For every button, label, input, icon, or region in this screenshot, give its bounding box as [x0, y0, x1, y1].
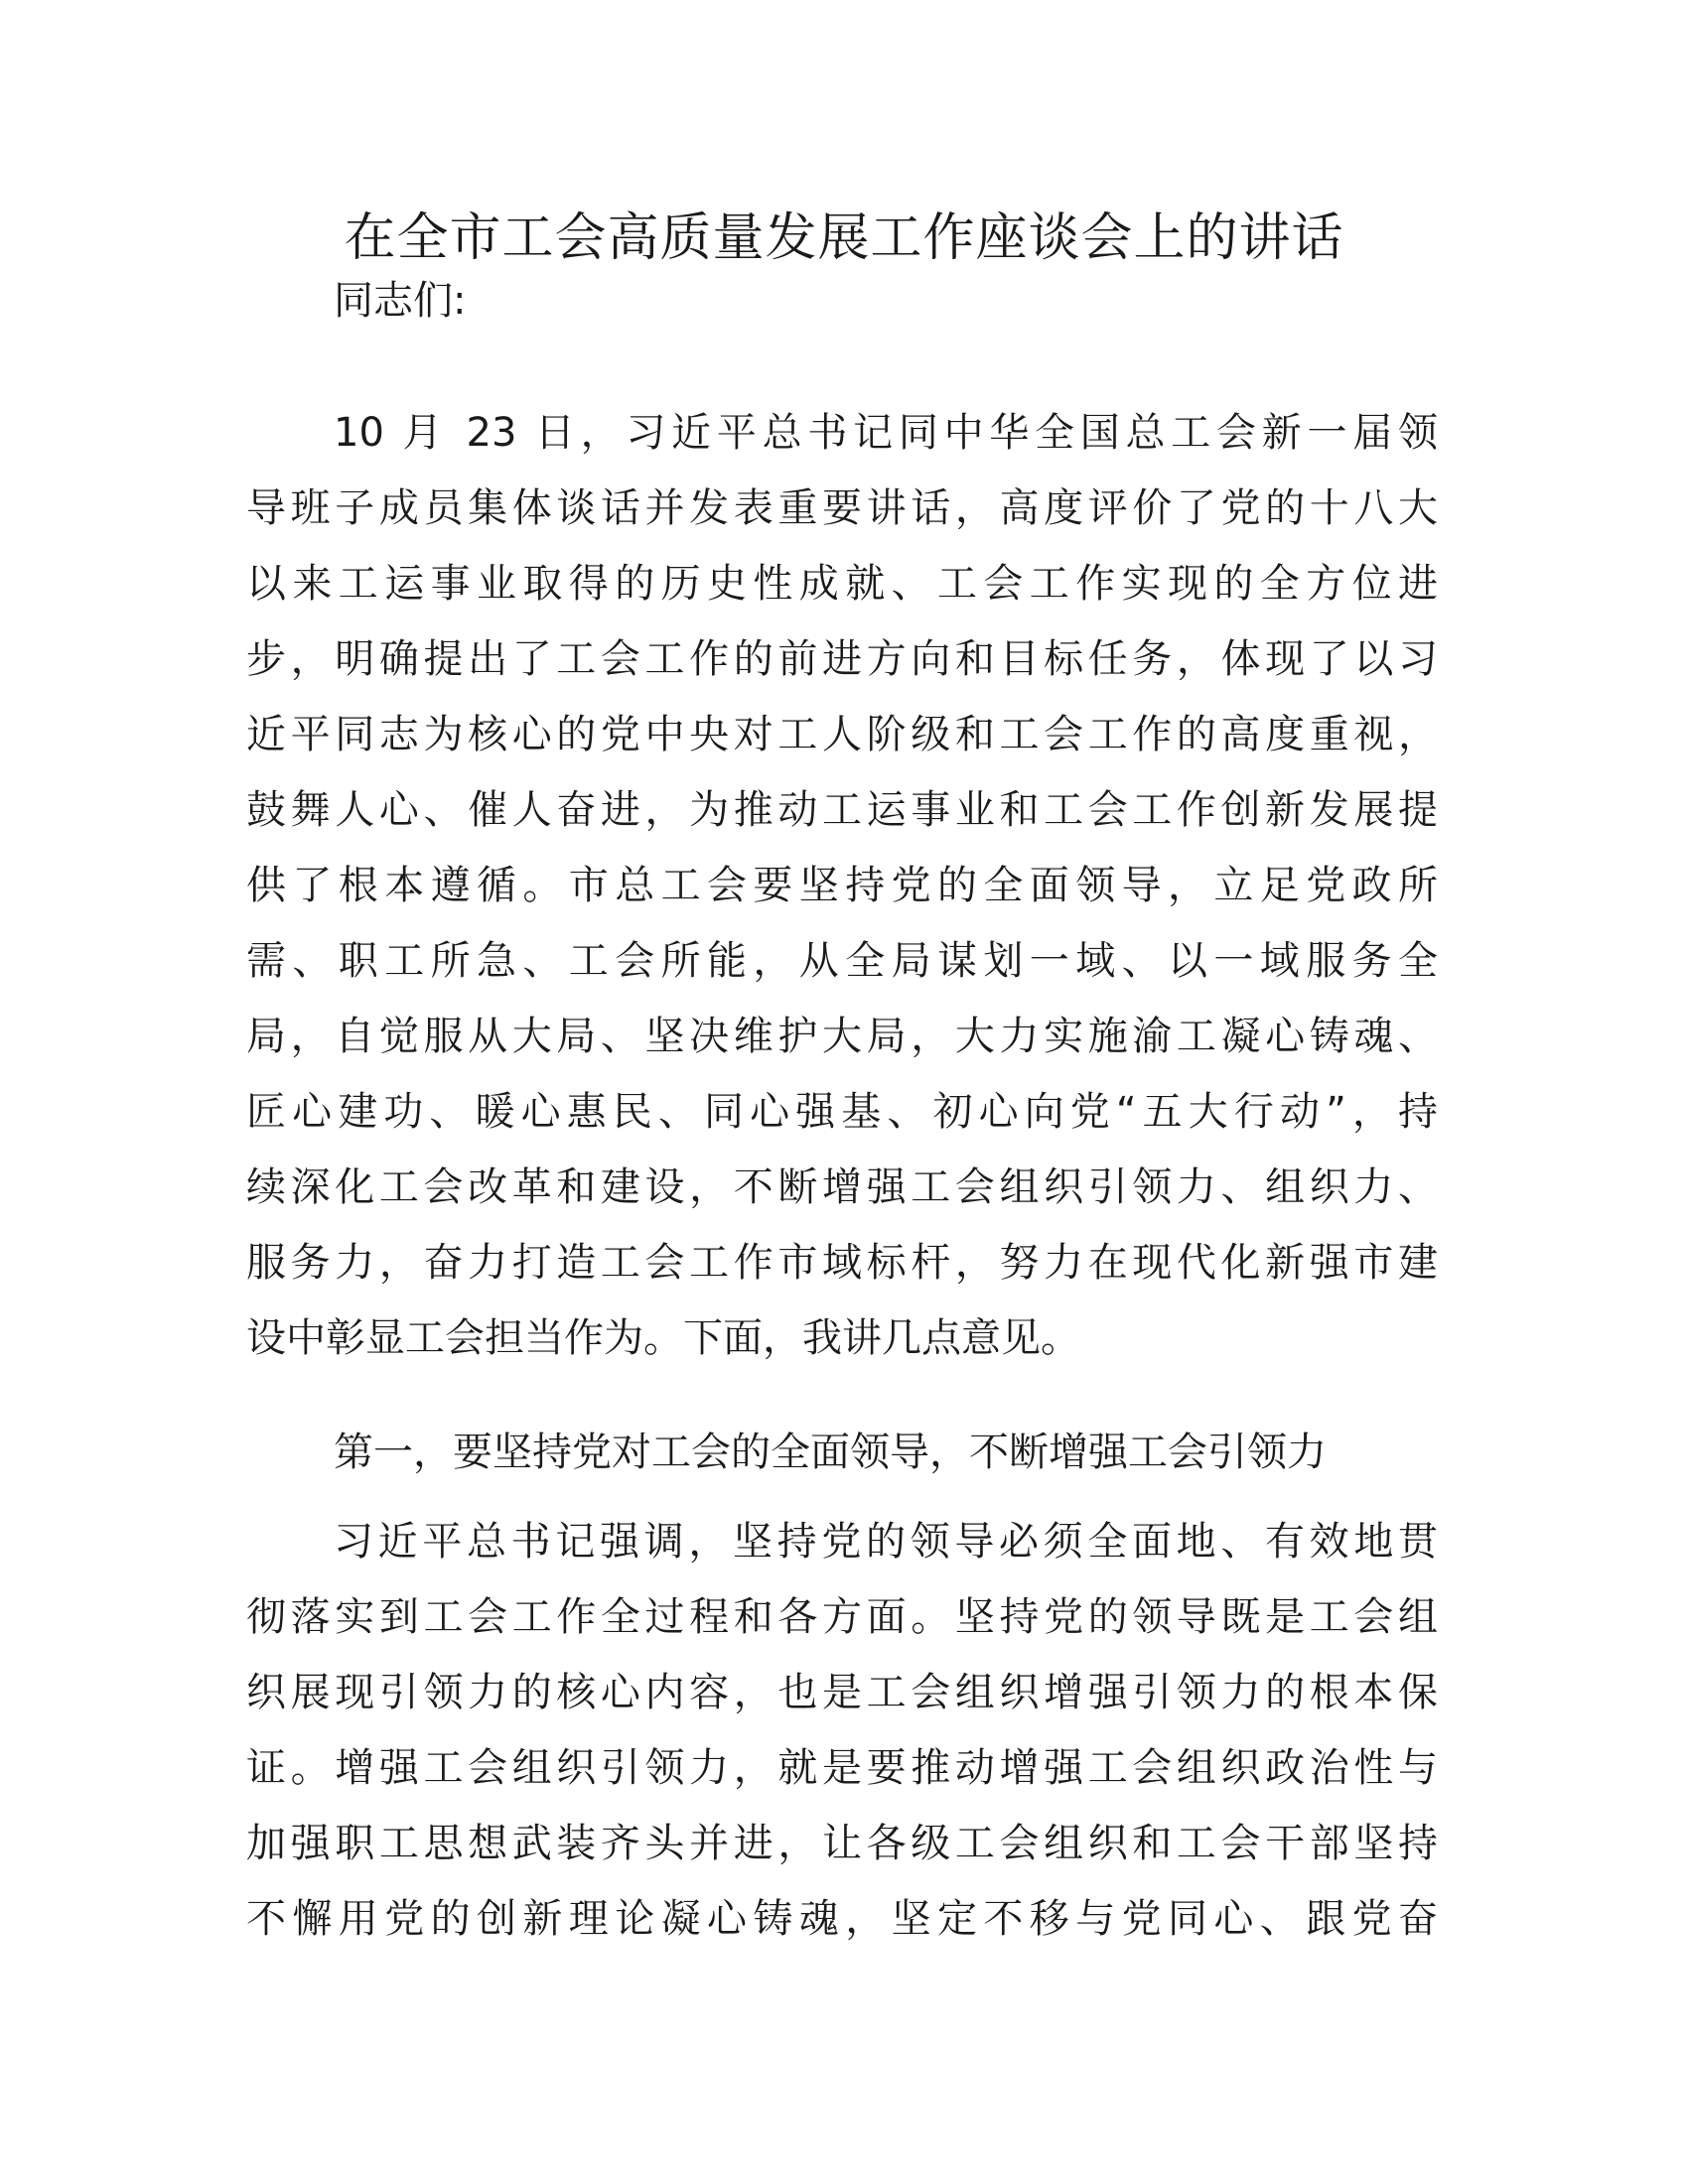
paragraph-line: 证。增强工会组织引领力，就是要推动增强工会组织政治性与	[246, 1745, 1438, 1791]
paragraph-line: 以来工运事业取得的历史性成就、工会工作实现的全方位进	[246, 561, 1438, 607]
paragraph-line: 匠心建功、暖心惠民、同心强基、初心向党“五大行动”，持	[246, 1089, 1438, 1135]
paragraph-line: 步，明确提出了工会工作的前进方向和目标任务，体现了以习	[246, 636, 1438, 682]
salutation-line: 同志们:	[334, 278, 467, 324]
paragraph-line: 不懈用党的创新理论凝心铸魂，坚定不移与党同心、跟党奋	[246, 1896, 1438, 1942]
paragraph-section-1	[246, 1504, 1438, 1957]
paragraph-line: 彻落实到工会工作全过程和各方面。坚持党的领导既是工会组	[246, 1594, 1438, 1640]
paragraph-line: 供了根本遵循。市总工会要坚持党的全面领导，立足党政所	[246, 863, 1438, 908]
document-title: 在全市工会高质量发展工作座谈会上的讲话	[344, 208, 1344, 268]
paragraph-line: 近平同志为核心的党中央对工人阶级和工会工作的高度重视，	[246, 712, 1438, 757]
salutation	[246, 263, 1438, 339]
paragraph-line: 需、职工所急、工会所能，从全局谋划一域、以一域服务全	[246, 938, 1438, 984]
paragraph-line: 习近平总书记强调，坚持党的领导必须全面地、有效地贯	[334, 1519, 1438, 1565]
section-heading-line: 第一，要坚持党对工会的全面领导，不断增强工会引领力	[334, 1430, 1327, 1475]
paragraph-line: 续深化工会改革和建设，不断增强工会组织引领力、组织力、	[246, 1164, 1438, 1210]
section-heading	[246, 1415, 1438, 1490]
paragraph-line: 鼓舞人心、催人奋进，为推动工运事业和工会工作创新发展提	[246, 787, 1438, 833]
paragraph-line: 服务力，奋力打造工会工作市域标杆，努力在现代化新强市建	[246, 1240, 1438, 1286]
paragraph-line: 导班子成员集体谈话并发表重要讲话，高度评价了党的十八大	[246, 485, 1438, 531]
paragraph-line: 10 月 23 日，习近平总书记同中华全国总工会新一届领	[334, 410, 1438, 456]
paragraph-intro	[246, 395, 1438, 1376]
paragraph-line: 加强职工思想武装齐头并进，让各级工会组织和工会干部坚持	[246, 1821, 1438, 1866]
paragraph-line: 设中彰显工会担当作为。下面，我讲几点意见。	[246, 1315, 1080, 1361]
paragraph-line: 织展现引领力的核心内容，也是工会组织增强引领力的根本保	[246, 1670, 1438, 1715]
paragraph-line: 局，自觉服从大局、坚决维护大局，大力实施渝工凝心铸魂、	[246, 1014, 1438, 1059]
